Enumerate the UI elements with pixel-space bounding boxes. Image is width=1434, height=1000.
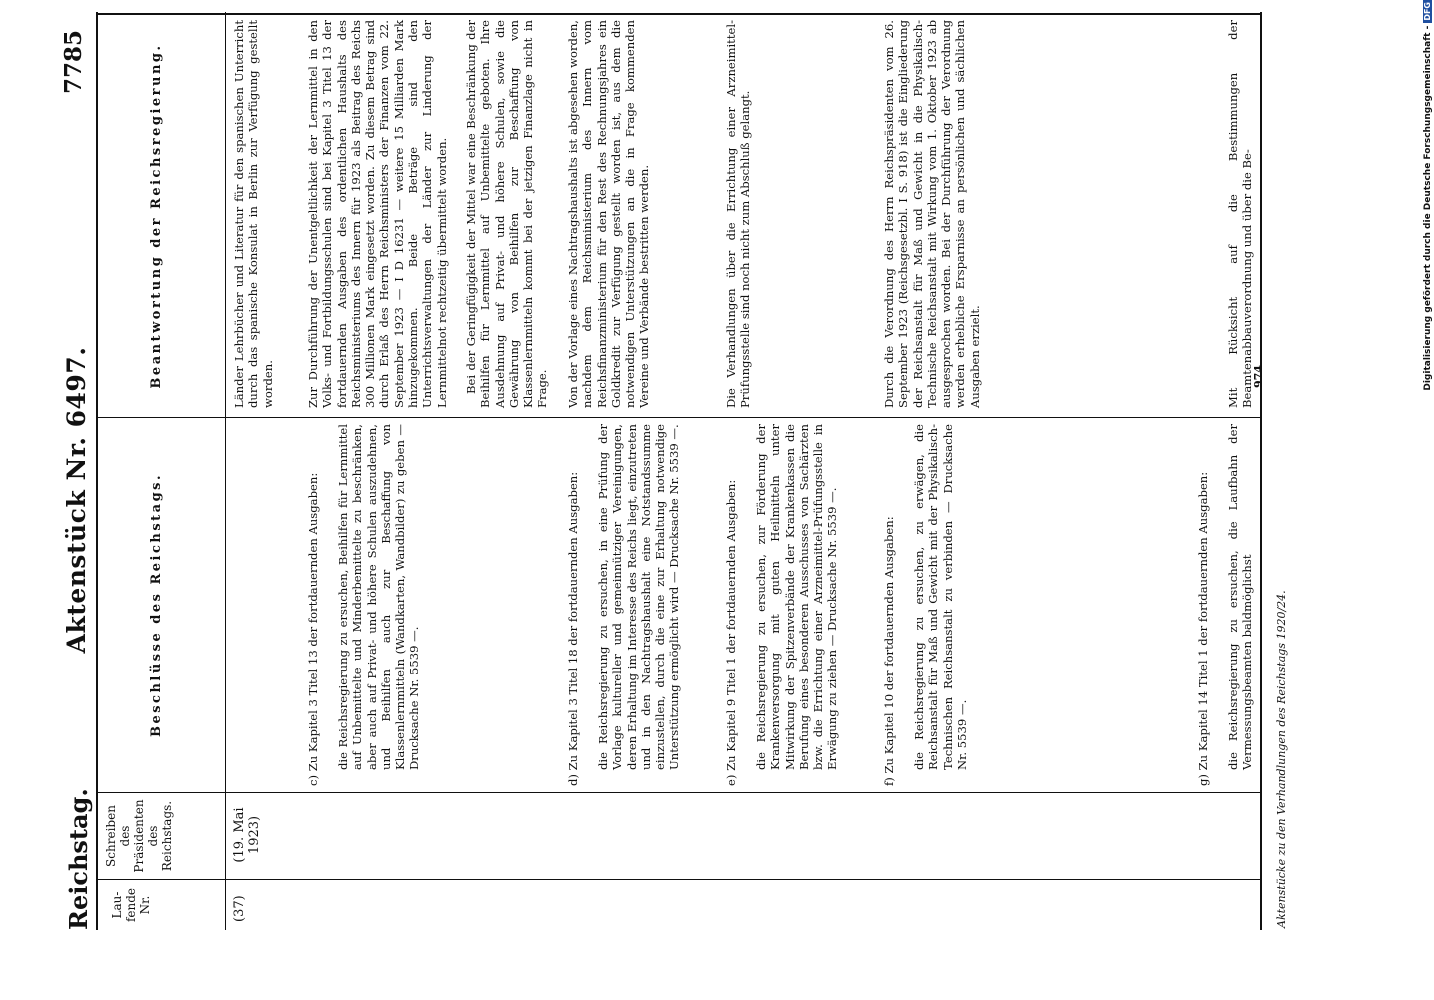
signature-marker: 974 (1252, 365, 1265, 388)
page-number: 7785 (60, 30, 87, 95)
resolution-e-label: e) Zu Kapitel 9 Titel 1 der fortdauernden Ausgaben: (724, 479, 738, 786)
col-head-beschluesse: Beschlüsse des Reichstags. (149, 472, 164, 738)
header-left: Reichstag. (64, 788, 93, 930)
answer-f: Durch die Verordnung des Herrn Reichspräsidenten vom 26. September 1923 (Reichsgesetzbl. I S. 918) ist die Eingliederung der Reichsanstalt für Maß und Gewicht in die Physikalisch-Technische Reichsanstalt mit Wirkung vom 1. Oktober 1923 ab ausgesprochen worden. Bei der Durchführung der Verordnung werden erhebliche Ersparnisse an persönlichen und sächlichen Ausgaben erzielt. (882, 20, 982, 408)
resolution-g-label: g) Zu Kapitel 14 Titel 1 der fortdauernden Ausgaben: (1196, 471, 1210, 786)
col-rule-2 (96, 792, 1260, 793)
answer-c-2: Bei der Geringfügigkeit der Mittel war eine Beschränkung der Beihilfen für Lernmittel auf Unbemittelte geboten. Ihre Ausdehnung auf Privat- und höhere Schulen, sowie die Gewährung von Beihilfen zur Beschaffung von Klassenlernmitteln kommt bei der jetzigen Finanzlage nicht in Frage. (464, 20, 550, 408)
digitization-text: Digitalisierung gefördert durch die Deutsche Forschungsgemeinschaft - (1423, 25, 1433, 391)
col-rule-3 (96, 417, 1260, 418)
resolution-d-label: d) Zu Kapitel 3 Titel 18 der fortdauernden Ausgaben: (566, 471, 580, 786)
col-rule-4 (96, 13, 1260, 15)
answer-e: Die Verhandlungen über die Errichtung einer Arzneimittel-Prüfungsstelle sind noch nicht zum Abschluß gelangt. (724, 20, 753, 408)
resolution-g-body: die Reichsregierung zu ersuchen, die Laufbahn der Vermessungsbeamten baldmöglichst (1226, 424, 1255, 770)
answer-continuation: Länder Lehrbücher und Literatur für den spanischen Unterricht durch das spanische Konsulat in Berlin zur Verfügung gestellt worden. (232, 20, 275, 408)
digitization-stamp (1423, 0, 1434, 1000)
col-rule-1 (96, 879, 1260, 880)
answer-c: Zur Durchführung der Unentgeltlichkeit der Lernmittel in den Volks- und Fortbildungsschulen sind bei Kapitel 3 Titel 13 der fortdauernden Ausgaben des ordentlichen Haushalts des Reichsministeriums des Innern für 1923 als Beitrag des Reichs 300 Millionen Mark eingesetzt worden. Zu diesem Betrag sind durch Erlaß des Herrn Reichsministers der Finanzen vom 22. September 1923 — I D 16231 — weitere 15 Milliarden Mark hinzugekommen. Beide Beträge sind den Unterrichtsverwaltungen der Länder zur Linderung der Lernmittelnot rechtzeitig übermittelt worden. (306, 20, 449, 408)
resolution-e-body: die Reichsregierung zu ersuchen, zur Förderung der Krankenversorgung mit guten Heilmitteln unter Mitwirkung der Spitzenverbände der Krankenkassen die Berufung eines besonderen Ausschusses von Sachärzten bzw. die Errichtung einer Arzneimittel-Prüfungsstelle in Erwägung zu ziehen — Drucksache Nr. 5539 —. (754, 424, 840, 770)
resolution-f-body: die Reichsregierung zu ersuchen, zu erwägen, die Reichsanstalt für Maß und Gewicht mit der Physikalisch-Technischen Reichsanstalt zu verbinden — Drucksache Nr. 5539 —. (912, 424, 969, 770)
table-bottom-rule (1260, 12, 1262, 930)
col-head-lfd: Lau-fende Nr. (110, 887, 152, 923)
footer-source: Aktenstücke zu den Verhandlungen des Reichstags 1920/24. (1275, 590, 1288, 928)
resolution-c-body: die Reichsregierung zu ersuchen, Beihilfen für Lernmittel auf Unbemittelte und Minderbemittelte zu beschränken, aber auch auf Privat- und höhere Schulen auszudehnen, und Beihilfen auch zur Beschaffung von Klassenlernmitteln (Wandkarten, Wandbilder) zu geben — Drucksache Nr. 5539 —. (336, 424, 422, 770)
answer-g: Mit Rücksicht auf die Bestimmungen der Beamtenabbauverordnung und über die Be- (1226, 20, 1255, 408)
resolution-d-body: die Reichsregierung zu ersuchen, in eine Prüfung der Vorlage kultureller und gemeinnütziger Vereinigungen, deren Erhaltung im Interesse des Reichs liegt, einzutreten und in den Nachtragshaushalt eine Notstandssumme einzustellen, durch die eine zur Erhaltung notwendige Unterstützung ermöglicht wird — Drucksache Nr. 5539 —. (596, 424, 682, 770)
col-head-schreiben: Schreiben des Präsidenten des Reichstags. (104, 799, 174, 873)
answer-d: Von der Vorlage eines Nachtragshaushalts ist abgesehen worden, nachdem dem Reichsministerium des Innern vom Reichsfinanzministerium für den Rest des Rechnungsjahres ein Goldkredit zur Verfügung gestellt worden ist, aus dem die notwendigen Unterstützungen an die in Frage kommenden Vereine und Verbände bestritten werden. (566, 20, 652, 408)
resolution-c-label: c) Zu Kapitel 3 Titel 13 der fortdauernden Ausgaben: (306, 472, 320, 786)
page-title: Aktenstück Nr. 6497. (62, 346, 91, 654)
resolution-f-label: f) Zu Kapitel 10 der fortdauernden Ausgaben: (882, 516, 896, 786)
row-date: (19. Mai 1923) (232, 807, 262, 863)
dfg-logo: DFG (1423, 2, 1432, 21)
col-head-beantwortung: Beantwortung der Reichsregierung. (149, 43, 164, 389)
row-number: (37) (232, 895, 247, 922)
